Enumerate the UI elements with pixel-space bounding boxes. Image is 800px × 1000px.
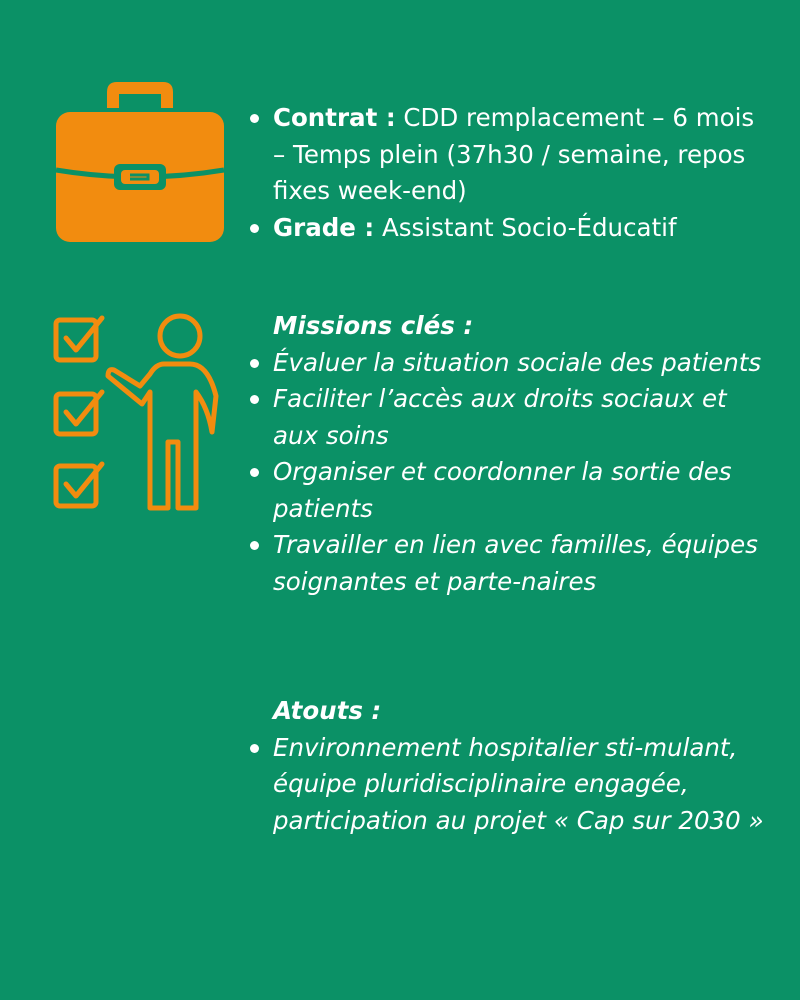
missions-block — [246, 308, 766, 600]
missions-list — [246, 345, 766, 601]
missions-title: Missions clés : — [273, 311, 474, 340]
list-item: Faciliter l’accès aux droits sociaux et aux soins — [246, 381, 766, 454]
contrat-text: CDD remplacement – 6 mois – Temps plein (37h30 / semaine, repos fixes week-end) — [273, 103, 755, 205]
atouts-list — [246, 730, 766, 840]
checklist-presenter-icon — [52, 312, 228, 516]
contract-list — [246, 100, 766, 246]
grade-label: Grade : — [273, 212, 375, 242]
list-item: Évaluer la situation sociale des patients — [246, 345, 766, 382]
contrat-label: Contrat : — [273, 103, 396, 132]
list-item-grade — [246, 210, 766, 247]
grade-text: Assistant Socio-Éducatif — [382, 212, 677, 242]
list-item: Travailler en lien avec familles, équipes soignantes et parte-naires — [246, 527, 766, 600]
list-item: Organiser et coordonner la sortie des patients — [246, 454, 766, 527]
list-item-contrat — [246, 100, 766, 210]
atouts-block — [246, 693, 766, 839]
contract-block — [246, 100, 766, 246]
list-item: Environnement hospitalier sti-mulant, équipe pluridisciplinaire engagée, participation au projet « Cap sur 2030 » — [246, 730, 766, 840]
atouts-title: Atouts : — [273, 696, 382, 725]
briefcase-icon — [52, 78, 228, 246]
